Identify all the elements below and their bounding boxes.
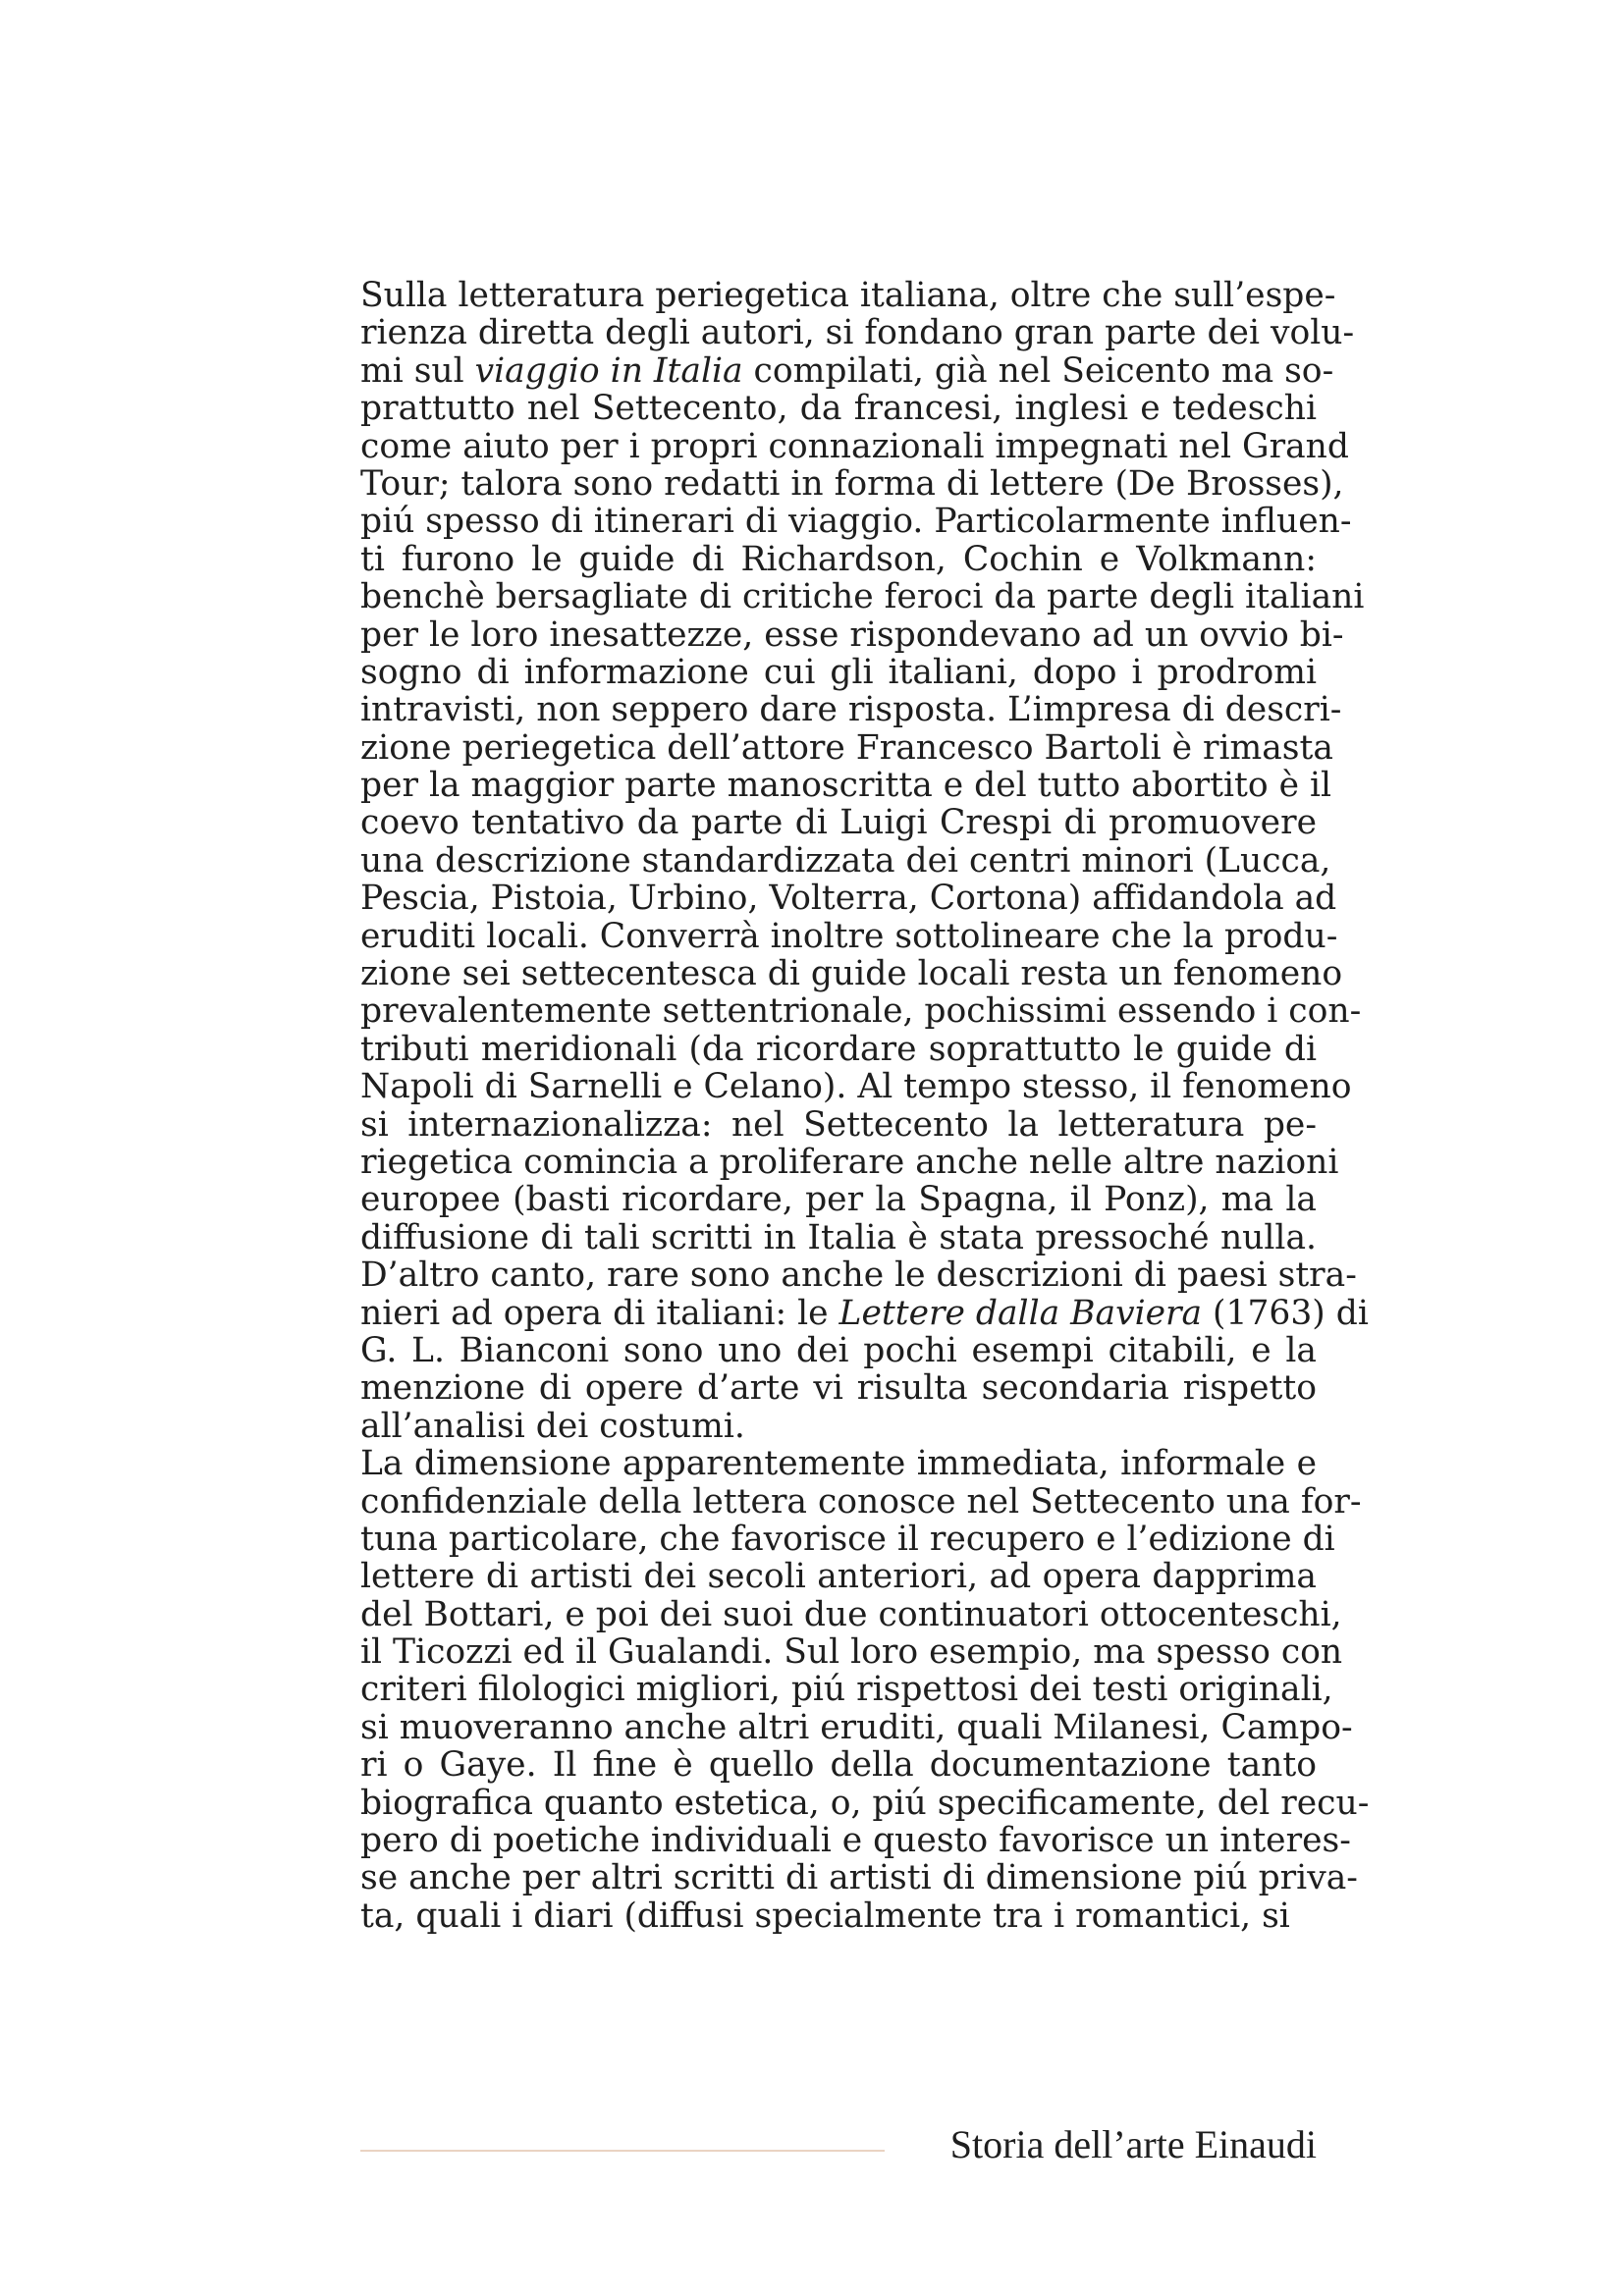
- text-line: intravisti, non seppero dare risposta. L’impresa di descri-: [360, 690, 1342, 730]
- italic-title: viaggio in Italia: [474, 350, 743, 391]
- text-line: tuna particolare, che favorisce il recupero e l’edizione di: [360, 1519, 1335, 1559]
- text-line: zione sei settecentesca di guide locali resta un fenomeno: [360, 954, 1343, 994]
- text-line: si internazionalizza: nel Settecento la letteratura pe-: [360, 1104, 1317, 1145]
- text-line: nieri ad opera di italiani: le Lettere dalla Baviera (1763) di: [360, 1293, 1369, 1333]
- text-line: confidenziale della lettera conosce nel Settecento una for-: [360, 1481, 1362, 1522]
- text-line: menzione di opere d’arte vi risulta secondaria rispetto: [360, 1368, 1317, 1409]
- text-line: mi sul viaggio in Italia compilati, già nel Seicento ma so-: [360, 350, 1334, 391]
- text-line: D’altro canto, rare sono anche le descrizioni di paesi stra-: [360, 1255, 1357, 1296]
- text-line: rienza diretta degli autori, si fondano gran parte dei volu-: [360, 313, 1355, 353]
- text-line: se anche per altri scritti di artisti di dimensione piú priva-: [360, 1858, 1358, 1898]
- footer-title: Storia dell’arte Einaudi: [949, 2122, 1317, 2166]
- text-line: come aiuto per i propri connazionali impegnati nel Grand: [360, 426, 1349, 466]
- text-line: il Ticozzi ed il Gualandi. Sul loro esempio, ma spesso con: [360, 1632, 1343, 1673]
- body-text: [360, 276, 1370, 1936]
- text-line: ta, quali i diari (diffusi specialmente tra i romantici, si: [360, 1896, 1290, 1936]
- text-line: si muoveranno anche altri eruditi, quali Milanesi, Campo-: [360, 1707, 1353, 1747]
- text-line: per le loro inesattezze, esse rispondevano ad un ovvio bi-: [360, 614, 1344, 655]
- italic-title: Lettere dalla Baviera: [839, 1293, 1203, 1333]
- text-line: coevo tentativo da parte di Luigi Crespi di promuovere: [360, 803, 1317, 843]
- text-line: pero di poetiche individuali e questo favorisce un interes-: [360, 1821, 1351, 1861]
- text-line: tributi meridionali (da ricordare soprattutto le guide di: [360, 1029, 1317, 1069]
- text-line: ri o Gaye. Il fine è quello della documentazione tanto: [360, 1745, 1317, 1786]
- text-line: prattutto nel Settecento, da francesi, inglesi e tedeschi: [360, 389, 1317, 429]
- text-line: per la maggior parte manoscritta e del tutto abortito è il: [360, 766, 1332, 806]
- footer-rule: [360, 2150, 885, 2152]
- text-line: zione periegetica dell’attore Francesco Bartoli è rimasta: [360, 727, 1333, 768]
- text-line: Sulla letteratura periegetica italiana, oltre che sull’espe-: [360, 276, 1336, 315]
- text-line: Napoli di Sarnelli e Celano). Al tempo stesso, il fenomeno: [360, 1067, 1352, 1107]
- text-line: criteri filologici migliori, piú rispettosi dei testi originali,: [360, 1670, 1333, 1710]
- text-line: sogno di informazione cui gli italiani, dopo i prodromi: [360, 652, 1317, 692]
- text-line: europee (basti ricordare, per la Spagna, il Ponz), ma la: [360, 1180, 1317, 1220]
- page-footer: [360, 2120, 1317, 2169]
- text-line: riegetica comincia a proliferare anche nelle altre nazioni: [360, 1142, 1339, 1182]
- text-line: piú spesso di itinerari di viaggio. Particolarmente influen-: [360, 502, 1352, 542]
- text-line: Pescia, Pistoia, Urbino, Volterra, Cortona) affidandola ad: [360, 879, 1337, 919]
- text-line: diffusione di tali scritti in Italia è stata pressoché nulla.: [360, 1217, 1317, 1257]
- text-line: biografica quanto estetica, o, piú specificamente, del recu-: [360, 1783, 1370, 1823]
- text-line: G. L. Bianconi sono uno dei pochi esempi citabili, e la: [360, 1330, 1317, 1370]
- text-line: eruditi locali. Converrà inoltre sottolineare che la produ-: [360, 916, 1338, 956]
- text-line: lettere di artisti dei secoli anteriori, ad opera dapprima: [360, 1557, 1317, 1597]
- text-line: ti furono le guide di Richardson, Cochin e Volkmann:: [360, 539, 1317, 579]
- text-line: una descrizione standardizzata dei centri minori (Lucca,: [360, 840, 1331, 881]
- text-line: Tour; talora sono redatti in forma di lettere (De Brosses),: [360, 463, 1344, 504]
- text-line: prevalentemente settentrionale, pochissimi essendo i con-: [360, 991, 1362, 1032]
- text-line: all’analisi dei costumi.: [360, 1406, 745, 1446]
- text-line: La dimensione apparentemente immediata, informale e: [360, 1444, 1317, 1484]
- text-line: del Bottari, e poi dei suoi due continuatori ottocenteschi,: [360, 1594, 1342, 1634]
- text-line: benchè bersagliate di critiche feroci da parte degli italiani: [360, 577, 1365, 617]
